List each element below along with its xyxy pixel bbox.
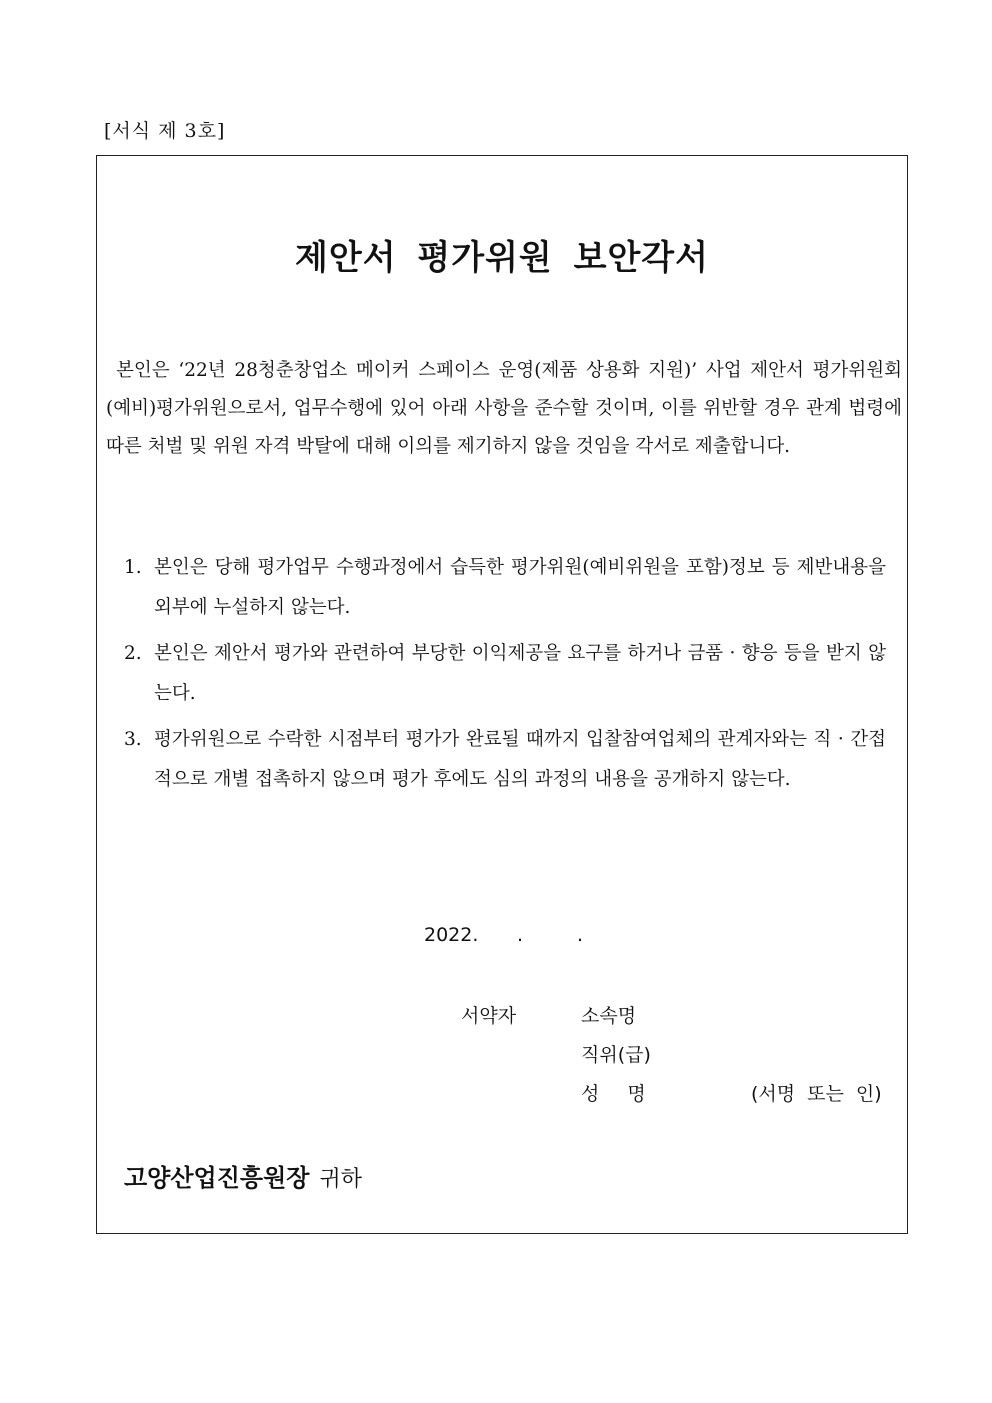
clause-number: 1.	[124, 557, 142, 578]
date-year: 2022.	[424, 924, 479, 946]
position-label: 직위(급)	[581, 1044, 651, 1066]
clause-item	[124, 548, 886, 628]
clause-number: 3.	[124, 729, 142, 750]
intro-paragraph: 본인은 ‘22년 28청춘창업소 메이커 스페이스 운영(제품 상용화 지원)’ 사업 제안서 평가위원회 (예비)평가위원으로서, 업무수행에 있어 아래 사항을 준수할 것이며, 이를 위반할 경우 관계 법령에 따른 처벌 및 위원 자격 박탈에 대해 이의를 제기하지 않을 것임을 각서로 제출합니다.	[106, 360, 902, 457]
clause-list	[124, 548, 886, 806]
clause-item	[124, 720, 886, 800]
signer-label: 서약자	[461, 1005, 517, 1027]
clause-number: 2.	[124, 643, 142, 664]
affiliation-label: 소속명	[581, 1005, 637, 1027]
date-day-dot: .	[577, 924, 584, 946]
document-frame	[96, 155, 908, 1234]
document-title: 제안서 평가위원 보안각서	[295, 238, 709, 278]
clause-item	[124, 634, 886, 714]
name-label: 성명	[581, 1083, 674, 1105]
date-month-dot: .	[517, 924, 524, 946]
clause-text: 본인은 당해 평가업무 수행과정에서 습득한 평가위원(예비위원을 포함)정보 등 제반내용을 외부에 누설하지 않는다.	[154, 557, 886, 618]
clause-text: 평가위원으로 수락한 시점부터 평가가 완료될 때까지 입찰참여업체의 관계자와는 직 · 간접적으로 개별 접촉하지 않으며 평가 후에도 심의 과정의 내용을 공개하지 않는다.	[154, 729, 886, 790]
form-number: [서식 제 3호]	[104, 120, 226, 142]
clause-text: 본인은 제안서 평가와 관련하여 부당한 이익제공을 요구를 하거나 금품 · 향응 등을 받지 않는다.	[154, 643, 886, 704]
recipient-name: 고양산업진흥원장	[124, 1164, 310, 1192]
recipient-line	[124, 1158, 362, 1193]
recipient-suffix: 귀하	[319, 1167, 362, 1192]
signature-note: (서명 또는 인)	[751, 1083, 882, 1105]
